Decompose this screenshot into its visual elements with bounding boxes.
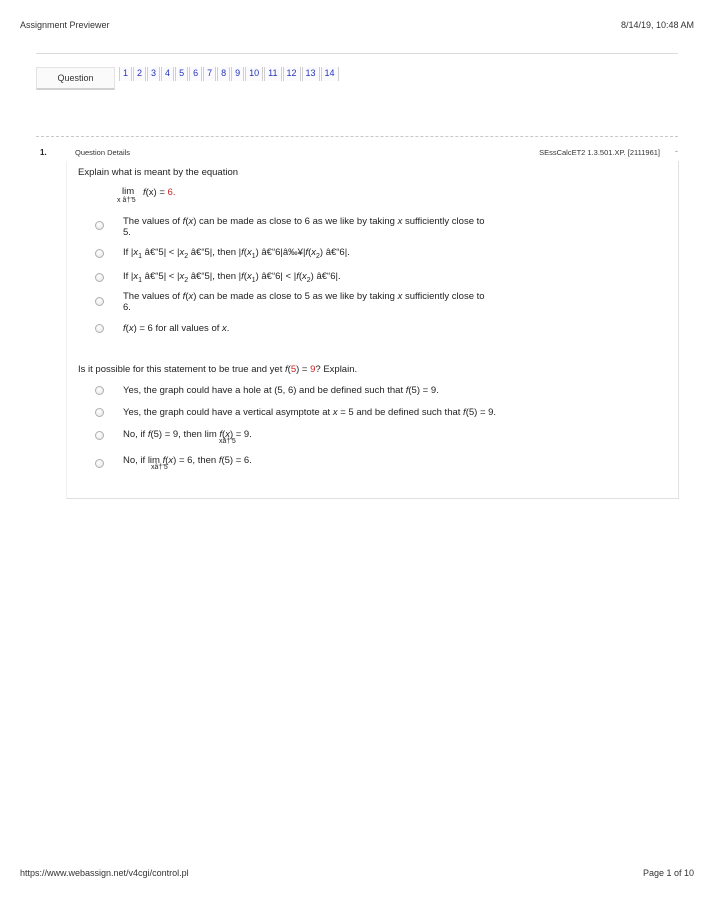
part2-option-4-lim: lim <box>147 455 160 466</box>
part1-option-5-radio[interactable] <box>95 324 104 333</box>
part2-option-4-lim-subscript: xâ†’5 <box>151 464 168 471</box>
limit-subscript: x â†’5 <box>117 197 136 204</box>
part2-option-1-radio[interactable] <box>95 386 104 395</box>
question-link-9[interactable]: 9 <box>231 67 244 81</box>
part1-option-1-radio[interactable] <box>95 221 104 230</box>
part2-option-3-radio[interactable] <box>95 431 104 440</box>
question-link-1[interactable]: 1 <box>119 67 132 81</box>
part2-option-3-label: No, if f(5) = 9, then lim f(x) = 9. <box>123 429 252 440</box>
question-number: 1. <box>40 148 47 157</box>
limit-operator: lim <box>122 186 135 197</box>
part1-option-3-label: If $|x_1$ â€“5| < $|x_2$ â€“5|, then $|f(x_1)$ â€“6| < $|f(x_2)$ â€“6|. <box>123 271 341 284</box>
question-link-12[interactable]: 12 <box>283 67 301 81</box>
part2-prompt: Is it possible for this statement to be true and yet f(5) = 9? Explain. <box>78 364 358 375</box>
part1-option-5-label: f(x) = 6 for all values of x. <box>123 323 230 334</box>
question-link-13[interactable]: 13 <box>302 67 320 81</box>
question-link-14[interactable]: 14 <box>321 67 339 81</box>
part2-option-2-radio[interactable] <box>95 408 104 417</box>
question-separator <box>36 136 678 137</box>
question-link-10[interactable]: 10 <box>245 67 263 81</box>
question-link-5[interactable]: 5 <box>175 67 188 81</box>
footer-url: https://www.webassign.net/v4cgi/control.pl <box>20 868 189 878</box>
question-link-6[interactable]: 6 <box>189 67 202 81</box>
part2-option-3-lim-subscript: xâ†’5 <box>219 438 236 445</box>
part1-prompt: Explain what is meant by the equation <box>78 167 239 178</box>
question-link-11[interactable]: 11 <box>264 67 281 81</box>
page-header-title: Assignment Previewer <box>20 20 110 30</box>
question-marker: - <box>675 146 678 156</box>
question-link-2[interactable]: 2 <box>133 67 146 81</box>
question-id: SEssCalcET2 1.3.501.XP. [2111961] <box>539 148 660 157</box>
part2-option-3-lim: lim <box>204 429 217 440</box>
part2-option-2-label: Yes, the graph could have a vertical asymptote at x = 5 and be defined such that f(5) = 9. <box>123 407 497 418</box>
question-link-7[interactable]: 7 <box>203 67 216 81</box>
question-link-8[interactable]: 8 <box>217 67 230 81</box>
limit-value: 6 <box>167 187 173 198</box>
page-header-datetime: 8/14/19, 10:48 AM <box>620 20 694 30</box>
question-tab-label: Question <box>57 73 94 83</box>
question-link-4[interactable]: 4 <box>161 67 174 81</box>
header-divider <box>36 53 678 54</box>
part2-option-4-radio[interactable] <box>95 459 104 468</box>
part1-option-1-label: The values of f(x) can be made as close to 6 as we like by taking x sufficiently close to 5. <box>123 216 485 238</box>
part1-option-2-label: If $|x_1$ â€“5| < $|x_2$ â€“5|, then $|f(x_1)$ $â€“6|â‰¥|f(x_2)$ â€“6|. <box>123 247 350 260</box>
question-number-nav <box>119 67 340 81</box>
part2-option-1-label: Yes, the graph could have a hole at (5, 6) and be defined such that f(5) = 9. <box>123 385 439 396</box>
limit-equation: f(x) = 6. <box>143 187 176 198</box>
part1-option-3-radio[interactable] <box>95 273 104 282</box>
question-details-link[interactable]: Question Details <box>75 148 131 157</box>
footer-page-number: Page 1 of 10 <box>642 868 694 878</box>
question-tab[interactable] <box>36 67 115 90</box>
part1-option-2-radio[interactable] <box>95 249 104 258</box>
part1-option-4-radio[interactable] <box>95 297 104 306</box>
part1-option-4-label: The values of f(x) can be made as close to 5 as we like by taking x sufficiently close to 6. <box>123 291 485 313</box>
part2-option-4-label: No, if lim f(x) = 6, then f(5) = 6. <box>123 455 252 466</box>
question-link-3[interactable]: 3 <box>147 67 160 81</box>
